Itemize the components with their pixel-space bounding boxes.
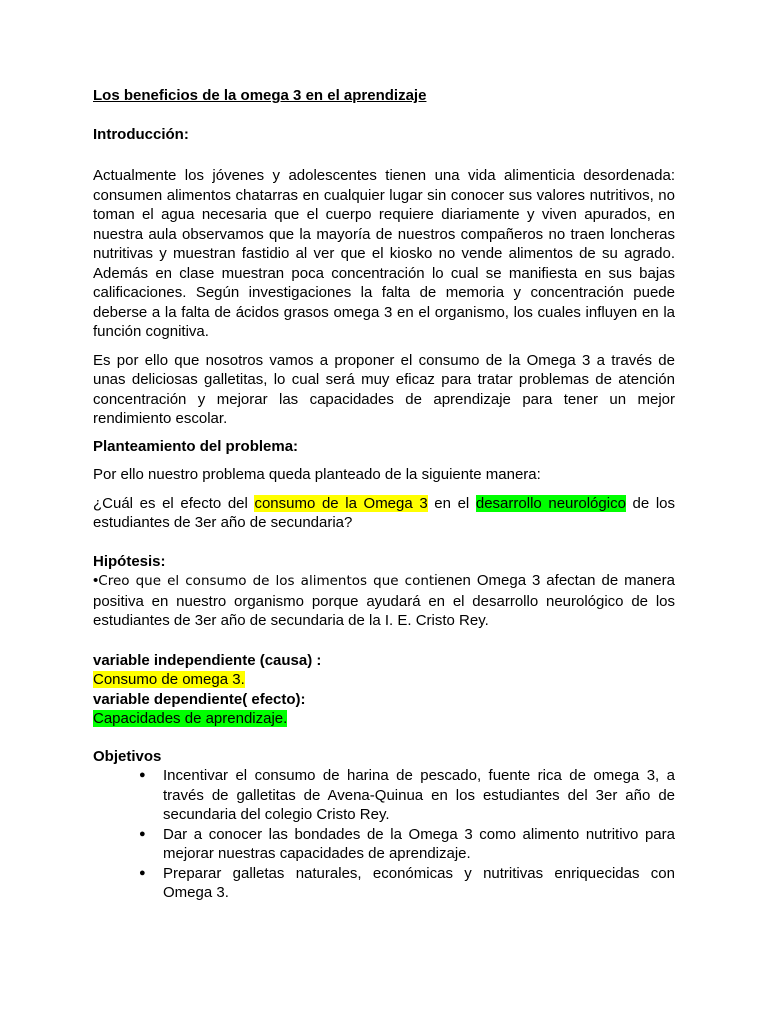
objective-text: Incentivar el consumo de harina de pescado, fuente rica de omega 3, a través de galletitas de Avena-Quinua en los estudiantes del 3er año de secundaria del colegio Cristo Rey.: [163, 767, 675, 823]
list-item: [139, 825, 675, 864]
dependent-variable-value: [93, 709, 675, 729]
objective-text: Dar a conocer las bondades de la Omega 3 como alimento nutritivo para mejorar nuestras capacidades de aprendizaje.: [163, 825, 675, 862]
document-title: Los beneficios de la omega 3 en el aprendizaje: [93, 87, 427, 104]
bullet-icon: ●: [139, 866, 146, 879]
independent-variable-label: variable independiente (causa) :: [93, 651, 322, 669]
list-item: [139, 766, 675, 825]
intro-heading: Introducción:: [93, 125, 189, 143]
research-question: [93, 494, 675, 533]
question-part-3: de los estudiantes de 3er año de secundaria?: [93, 494, 676, 531]
hypothesis-rest: ienen Omega 3 afectan de manera positiva en nuestro organismo porque ayudará en el desarrollo neurológico de los estudiantes de 3er año de secundaria de la I. E. Cristo Rey.: [93, 572, 675, 629]
proposal-paragraph: Es por ello que nosotros vamos a proponer el consumo de la Omega 3 a través de unas deliciosas galletitas, lo cual será muy eficaz para tratar problemas de atención concentración y mejorar las capacidades de aprendizaje para tener un mejor rendimiento escolar.: [93, 351, 675, 427]
hypothesis-paragraph: [93, 571, 675, 631]
question-highlight-cause: consumo de la Omega 3: [254, 494, 428, 512]
hypothesis-lead: Creo que el consumo de los alimentos que cont: [98, 573, 435, 589]
bullet-icon: ●: [139, 769, 146, 781]
independent-variable-highlight: Consumo de omega 3.: [93, 671, 245, 688]
bullet-icon: ●: [139, 827, 146, 840]
intro-paragraph: Actualmente los jóvenes y adolescentes tienen una vida alimenticia desordenada: consumen alimentos chatarras en cualquier lugar sin conocer sus valores nutritivos, no toman el agua necesaria que el cuerpo requiere diariamente y viven apurados, en nuestra aula observamos que la mayoría de nuestros compañeros no traen loncheras nutritivas y muestran fastidio al ver que el kiosko no vende alimentos de su agrado. Además en clase muestran poca concentración lo cual se manifiesta en sus bajas calificaciones. Según investigaciones la falta de memoria y concentración puede deberse a la falta de ácidos grasos omega 3 en el organismo, los cuales influyen en la función cognitiva.: [93, 167, 675, 340]
independent-variable-value: [93, 670, 675, 690]
question-part-2: en el: [427, 494, 476, 512]
question-highlight-effect: desarrollo neurológico: [475, 494, 626, 512]
dependent-variable-label: variable dependiente( efecto):: [93, 690, 306, 708]
hypothesis-bullet: •: [93, 572, 99, 589]
list-item: [139, 864, 675, 903]
objectives-list: [93, 766, 675, 903]
question-part-1: ¿Cuál es el efecto del: [93, 494, 255, 512]
objectives-heading: Objetivos: [93, 747, 162, 765]
hypothesis-heading: Hipótesis:: [93, 552, 166, 570]
problem-intro: Por ello nuestro problema queda planteado de la siguiente manera:: [93, 466, 541, 483]
objective-text: Preparar galletas naturales, económicas y nutritivas enriquecidas con Omega 3.: [163, 864, 675, 901]
dependent-variable-highlight: Capacidades de aprendizaje.: [93, 710, 288, 727]
problem-heading: Planteamiento del problema:: [93, 437, 299, 455]
